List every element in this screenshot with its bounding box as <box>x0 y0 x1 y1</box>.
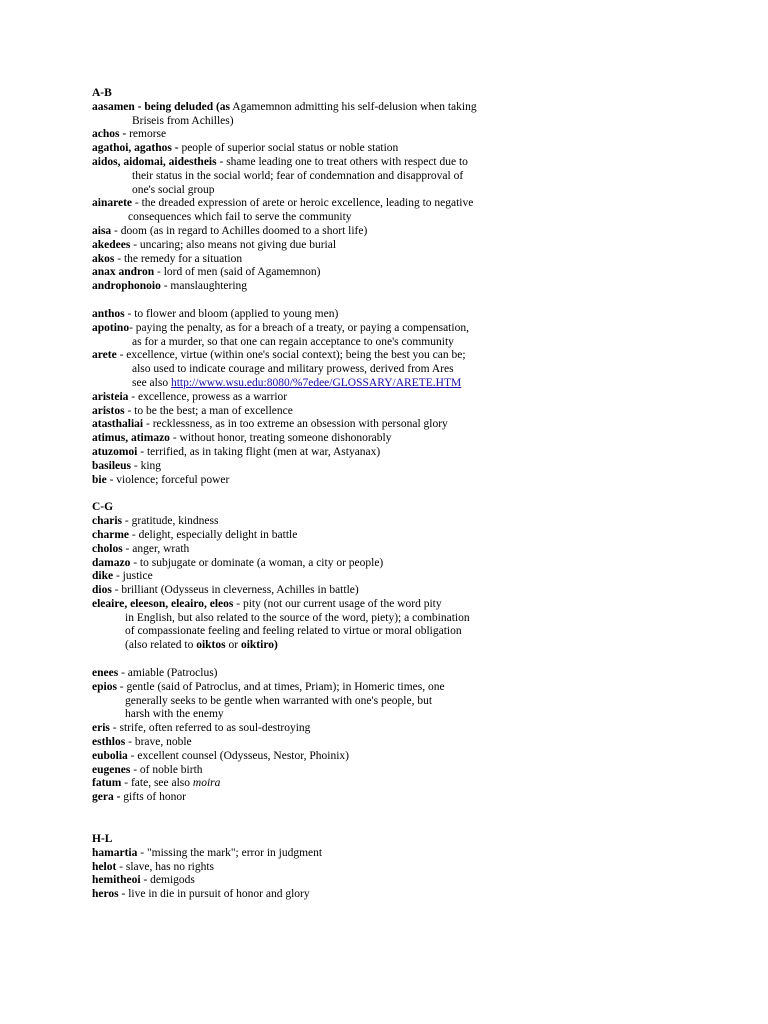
entry-arete-see-also: see also http://www.wsu.edu:8080/%7edee/GLOSSARY/ARETE.HTM <box>132 376 462 389</box>
entry-epios-cont1: generally seeks to be gentle when warranted with one's people, but <box>125 694 433 707</box>
section-heading-ab: A-B <box>92 87 112 99</box>
entry-agathoi: agathoi, agathos - people of superior social status or noble station <box>92 142 399 155</box>
entry-akedees: akedees - uncaring; also means not giving due burial <box>92 238 337 251</box>
spacer <box>92 653 768 667</box>
entry-charis: charis - gratitude, kindness <box>92 515 219 528</box>
entry-atimus: atimus, atimazo - without honor, treating someone dishonorably <box>92 432 392 445</box>
entry-damazo: damazo - to subjugate or dominate (a woman, a city or people) <box>92 556 384 569</box>
entry-epios: epios - gentle (said of Patroclus, and at times, Priam); in Homeric times, one <box>92 680 445 693</box>
entry-eleaire: eleaire, eleeson, eleairo, eleos - pity (not our current usage of the word pity <box>92 597 442 610</box>
entry-ainarete: ainarete - the dreaded expression of arete or heroic excellence, leading to negative <box>92 197 474 210</box>
entry-eleaire-cont3: (also related to oiktos or oiktiro) <box>125 639 278 652</box>
entry-aisa: aisa - doom (as in regard to Achilles doomed to a short life) <box>92 224 368 237</box>
entry-epios-cont2: harsh with the enemy <box>125 708 224 721</box>
entry-helot: helot - slave, has no rights <box>92 860 215 873</box>
entry-cholos: cholos - anger, wrath <box>92 542 190 555</box>
entry-basileus: basileus - king <box>92 459 162 472</box>
spacer <box>92 487 768 501</box>
entry-achos: achos - remorse <box>92 128 167 141</box>
entry-hemitheoi: hemitheoi - demigods <box>92 874 195 887</box>
entry-aasamen-cont: Briseis from Achilles) <box>132 114 234 127</box>
section-heading-cg: C-G <box>92 501 114 514</box>
entry-aidos: aidos, aidomai, aidestheis - shame leading one to treat others with respect due to <box>92 155 468 168</box>
section-heading-hl: H-L <box>92 833 113 846</box>
entry-eleaire-cont2: of compassionate feeling and feeling related to virtue or moral obligation <box>125 625 462 638</box>
entry-eubolia: eubolia - excellent counsel (Odysseus, Nestor, Phoinix) <box>92 749 349 762</box>
entry-akos: akos - the remedy for a situation <box>92 252 243 265</box>
arete-glossary-link[interactable]: http://www.wsu.edu:8080/%7edee/GLOSSARY/ARETE.HTM <box>170 376 462 389</box>
entry-eleaire-cont1: in English, but also related to the source of the word, piety); a combination <box>125 611 470 624</box>
entry-anthos: anthos - to flower and bloom (applied to young men) <box>92 307 339 320</box>
entry-fatum: fatum - fate, see also moira <box>92 777 221 790</box>
entry-aasamen: aasamen - being deluded (as Agamemnon admitting his self-delusion when taking <box>92 100 477 113</box>
entry-atasthaliai: atasthaliai - recklessness, as in too extreme an obsession with personal glory <box>92 418 448 431</box>
entry-heros: heros - live in die in pursuit of honor and glory <box>92 888 310 901</box>
entry-ainarete-cont: consequences which fail to serve the community <box>128 211 352 224</box>
spacer <box>92 805 768 833</box>
entry-androphonoio: androphonoio - manslaughtering <box>92 280 248 293</box>
entry-aristeia: aristeia - excellence, prowess as a warrior <box>92 390 288 403</box>
entry-anax-andron: anax andron - lord of men (said of Agamemnon) <box>92 266 321 279</box>
entry-aidos-cont2: one's social group <box>132 183 215 196</box>
entry-esthlos: esthlos - brave, noble <box>92 736 192 749</box>
entry-hamartia: hamartia - "missing the mark"; error in judgment <box>92 846 323 859</box>
entry-gera: gera - gifts of honor <box>92 791 186 804</box>
entry-aristos: aristos - to be the best; a man of excellence <box>92 404 293 417</box>
spacer <box>92 294 768 308</box>
entry-bie: bie - violence; forceful power <box>92 473 230 486</box>
entry-aidos-cont1: their status in the social world; fear of condemnation and disapproval of <box>132 169 464 182</box>
entry-eris: eris - strife, often referred to as soul-destroying <box>92 722 311 735</box>
entry-enees: enees - amiable (Patroclus) <box>92 667 218 680</box>
entry-apotino-cont: as for a murder, so that one can regain acceptance to one's community <box>132 335 454 348</box>
entry-apotino: apotino- paying the penalty, as for a breach of a treaty, or paying a compensation, <box>92 321 469 334</box>
entry-atuzomoi: atuzomoi - terrified, as in taking flight (men at war, Astyanax) <box>92 445 381 458</box>
entry-arete-cont1: also used to indicate courage and military prowess, derived from Ares <box>132 363 454 376</box>
entry-charme: charme - delight, especially delight in battle <box>92 528 298 541</box>
entry-dike: dike - justice <box>92 570 153 583</box>
entry-eugenes: eugenes - of noble birth <box>92 763 203 776</box>
entry-dios: dios - brilliant (Odysseus in cleverness, Achilles in battle) <box>92 584 359 597</box>
entry-arete: arete - excellence, virtue (within one's social context); being the best you can be; <box>92 349 466 362</box>
